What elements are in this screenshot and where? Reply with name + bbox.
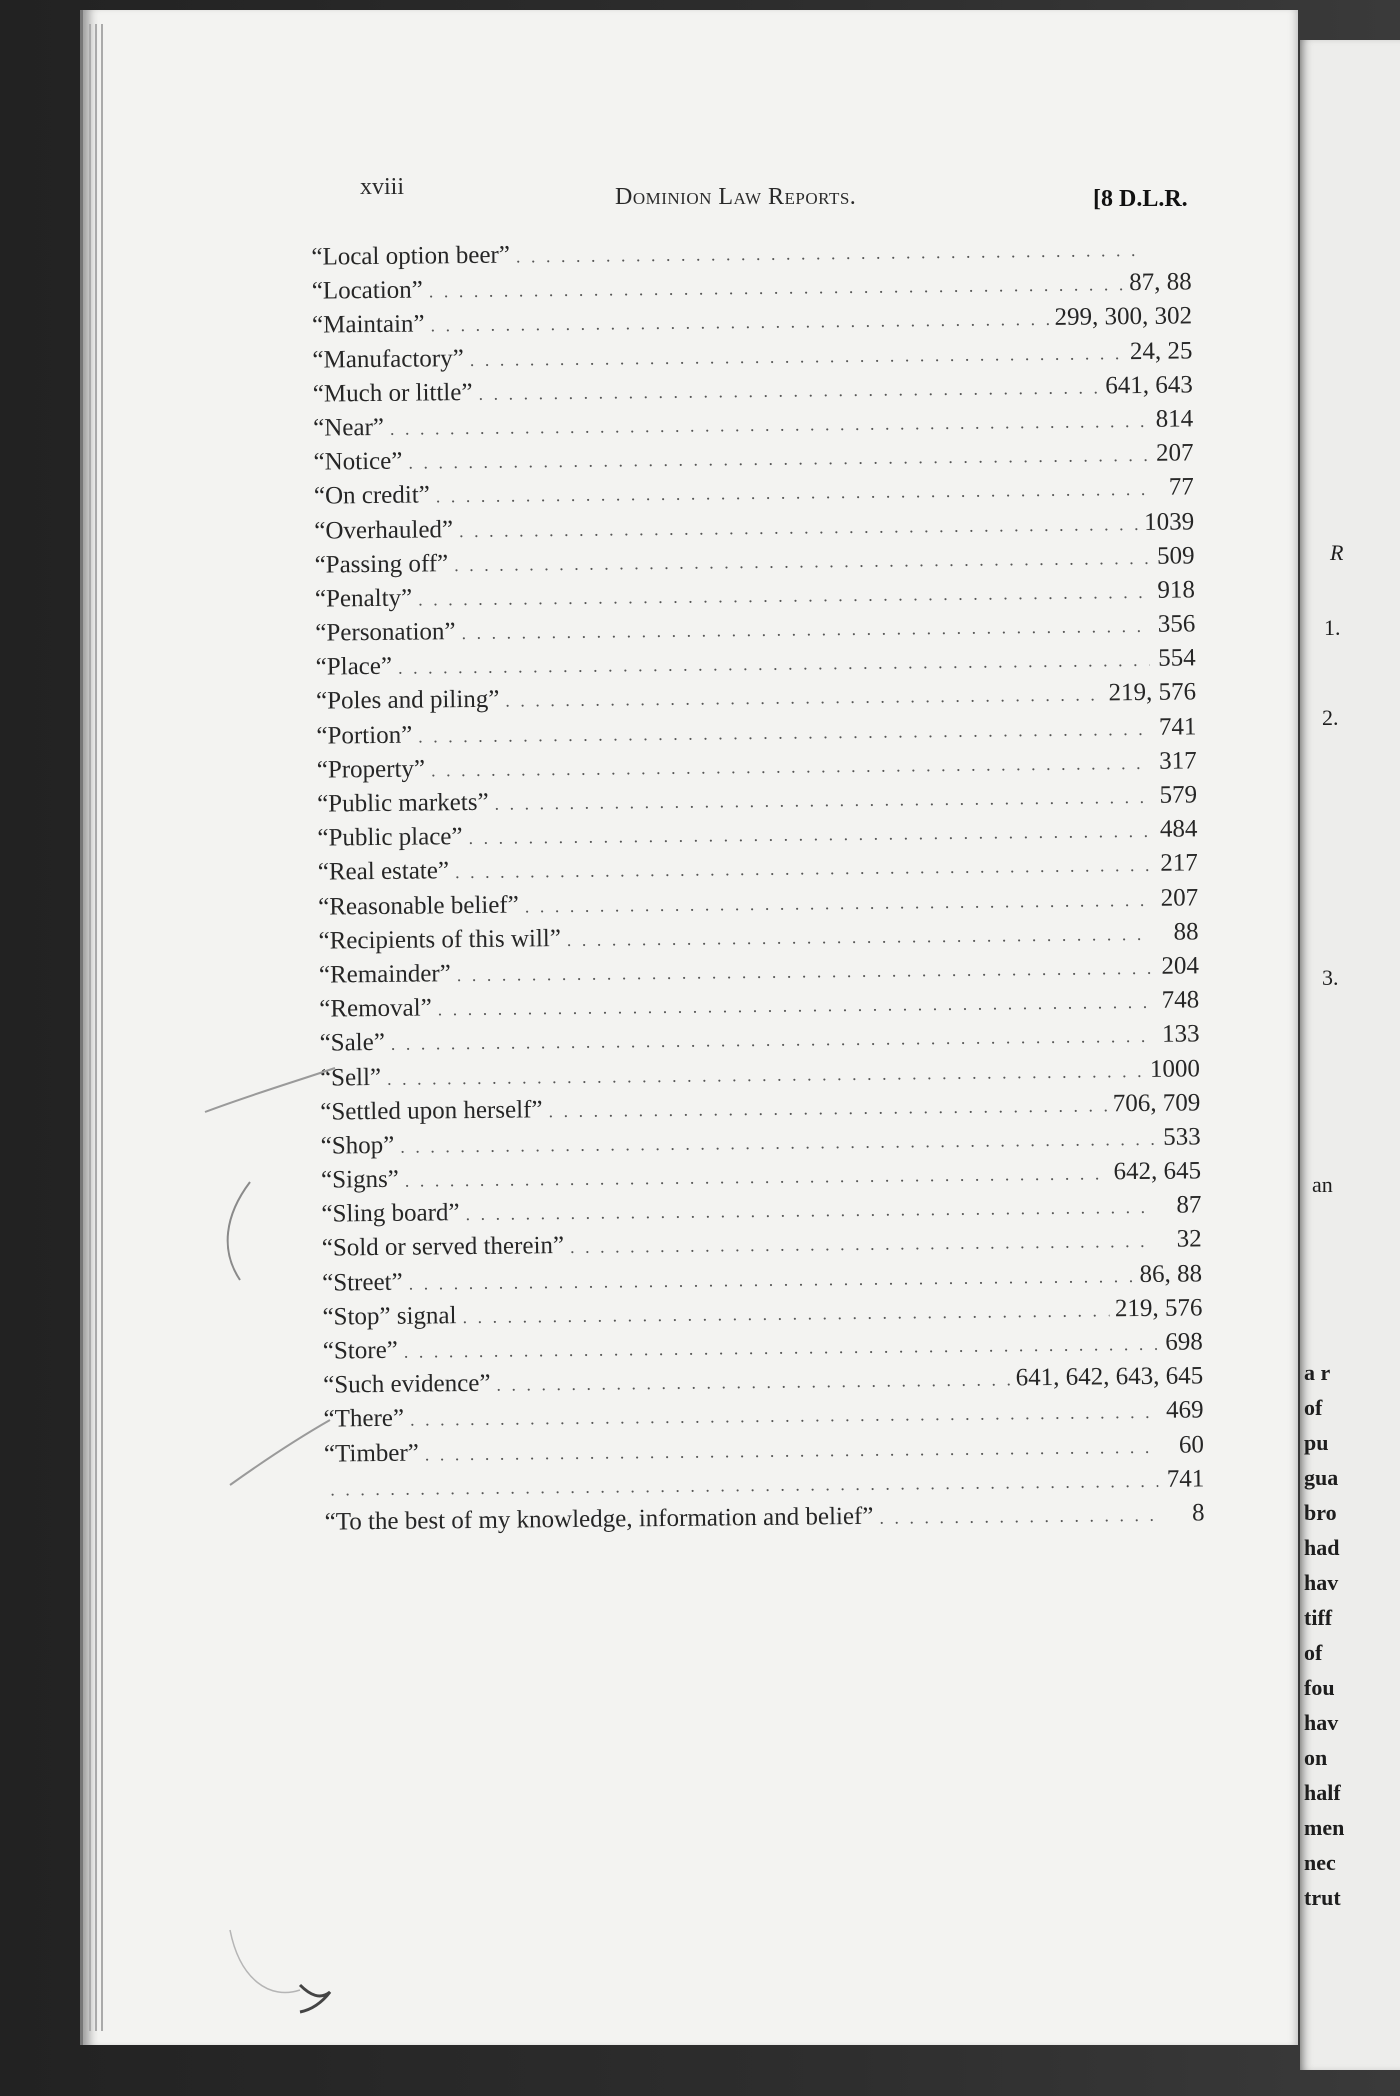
index-term: “Passing off” xyxy=(314,549,449,579)
facing-page-text-fragment: fou xyxy=(1304,1675,1335,1700)
page-references: 748 xyxy=(1161,986,1200,1014)
dot-leader xyxy=(879,1498,1159,1535)
page-references: 533 xyxy=(1163,1123,1201,1151)
page-references: 706, 709 xyxy=(1112,1089,1201,1117)
facing-page-text-fragment: on xyxy=(1304,1745,1328,1770)
page-references: 87 xyxy=(1176,1191,1202,1219)
index-term: “Street” xyxy=(321,1268,403,1297)
page-references: 24, 25 xyxy=(1129,336,1193,365)
index-term: “Timber” xyxy=(323,1439,419,1468)
index-term: “Stop” signal xyxy=(322,1301,457,1331)
page-edge-line xyxy=(95,24,97,2031)
page-references: 554 xyxy=(1158,644,1196,673)
index-term: “Location” xyxy=(311,276,423,305)
index-term: “Local option beer” xyxy=(311,241,511,271)
index-term: “Property” xyxy=(316,755,426,784)
facing-page-text-fragment: 3. xyxy=(1322,965,1339,990)
facing-page-text-fragment: trut xyxy=(1304,1885,1341,1910)
page-references: 509 xyxy=(1156,542,1195,570)
index-term: “Maintain” xyxy=(311,310,425,340)
facing-page-text-fragment: hav xyxy=(1304,1570,1339,1595)
facing-page-text-fragment: nec xyxy=(1304,1850,1336,1875)
index-term: “To the best of my knowledge, information and belief” xyxy=(324,1502,874,1536)
page-references: 1039 xyxy=(1144,507,1195,536)
page-references: 641, 642, 643, 645 xyxy=(1015,1362,1204,1392)
page-references: 204 xyxy=(1161,952,1200,980)
page-edge-line xyxy=(101,24,103,2031)
index-term: “Sale” xyxy=(319,1029,386,1057)
facing-page-text-fragment: R xyxy=(1330,540,1344,565)
index-term: “Personation” xyxy=(315,618,456,647)
facing-page-text-fragment: 1. xyxy=(1324,615,1341,640)
page-references: 133 xyxy=(1161,1020,1200,1049)
index-term: “Portion” xyxy=(316,721,413,750)
page-references: 77 xyxy=(1168,473,1194,501)
index-entry-list xyxy=(311,231,1205,1539)
page-references: 641, 643 xyxy=(1105,371,1193,400)
facing-page-text-fragment: tiff xyxy=(1304,1605,1333,1630)
page-references: 217 xyxy=(1160,849,1198,878)
page-references: 642, 645 xyxy=(1113,1157,1202,1186)
index-term: “Manufactory” xyxy=(312,344,464,374)
facing-page-text-fragment: 2. xyxy=(1322,705,1339,730)
facing-page-text-fragment: a r xyxy=(1304,1360,1331,1385)
facing-page-text-fragment: pu xyxy=(1304,1430,1329,1455)
index-term: “Penalty” xyxy=(314,584,413,613)
facing-page-text-fragment: of xyxy=(1304,1395,1323,1420)
page-references: 299, 300, 302 xyxy=(1054,302,1193,332)
page-references: 32 xyxy=(1176,1225,1202,1254)
index-term: “Shop” xyxy=(320,1131,395,1160)
volume-reference: [8 D.L.R. xyxy=(1093,186,1188,212)
facing-page-fragments xyxy=(1300,40,1400,2070)
running-title: Dominion Law Reports. xyxy=(615,184,857,210)
page-references: 8 xyxy=(1191,1499,1205,1527)
index-term: “Recipients of this will” xyxy=(318,924,561,955)
index-term: “Real estate” xyxy=(317,857,450,886)
facing-page-text-fragment: of xyxy=(1304,1640,1323,1665)
page-references: 207 xyxy=(1155,439,1194,467)
index-term: “Removal” xyxy=(319,994,432,1023)
index-term: “Remainder” xyxy=(318,960,451,989)
facing-page-text-fragment: hav xyxy=(1304,1710,1339,1735)
page-references: 219, 576 xyxy=(1114,1294,1203,1323)
index-term: “Much or little” xyxy=(312,378,473,408)
index-term: “Near” xyxy=(313,413,385,442)
page-number: xviii xyxy=(360,174,405,200)
index-term: “Notice” xyxy=(313,447,403,476)
index-term: “Settled upon herself” xyxy=(320,1095,543,1126)
facing-page-text-fragment: gua xyxy=(1304,1465,1339,1490)
page-edge-line xyxy=(89,24,91,2031)
page-references: 60 xyxy=(1178,1430,1205,1459)
index-term: “Public markets” xyxy=(316,788,489,818)
page-references: 814 xyxy=(1155,405,1194,433)
page-references: 484 xyxy=(1159,815,1198,843)
index-term: “On credit” xyxy=(313,481,430,510)
page-references: 741 xyxy=(1166,1465,1205,1493)
page-references: 356 xyxy=(1157,610,1196,638)
facing-page-text-fragment: men xyxy=(1304,1815,1345,1840)
page-references: 918 xyxy=(1157,576,1196,604)
page-references: 88 xyxy=(1173,918,1199,946)
page-references: 86, 88 xyxy=(1139,1259,1203,1288)
index-term: “Place” xyxy=(315,653,393,681)
page-references: 1000 xyxy=(1149,1054,1201,1083)
page-references: 87, 88 xyxy=(1129,268,1192,297)
page-references: 207 xyxy=(1160,883,1199,912)
index-term: “Such evidence” xyxy=(323,1370,491,1399)
facing-page-text-fragment: half xyxy=(1304,1780,1341,1805)
facing-page-text-fragment: bro xyxy=(1304,1500,1337,1525)
page-references: 579 xyxy=(1159,781,1198,809)
page-references: 317 xyxy=(1159,747,1197,775)
index-term: “Sling board” xyxy=(321,1199,460,1228)
index-term: “Poles and piling” xyxy=(315,686,500,716)
facing-page-text-fragment: had xyxy=(1304,1535,1340,1560)
index-term: “Public place” xyxy=(317,823,463,852)
index-term: “Overhauled” xyxy=(314,515,454,545)
facing-page-text-fragment: an xyxy=(1312,1172,1333,1197)
index-term: “Sold or served therein” xyxy=(321,1232,565,1263)
index-term: “Store” xyxy=(322,1336,398,1365)
index-term: “Sell” xyxy=(319,1063,382,1092)
page-references: 741 xyxy=(1158,713,1197,741)
page-references: 698 xyxy=(1165,1328,1203,1356)
page-header xyxy=(360,174,1220,224)
facing-page xyxy=(1300,40,1400,2070)
page-references: 219, 576 xyxy=(1108,678,1197,707)
index-term: “There” xyxy=(323,1405,405,1433)
index-term: “Reasonable belief” xyxy=(318,891,519,921)
page-references: 469 xyxy=(1165,1396,1204,1425)
index-term: “Signs” xyxy=(320,1165,399,1194)
